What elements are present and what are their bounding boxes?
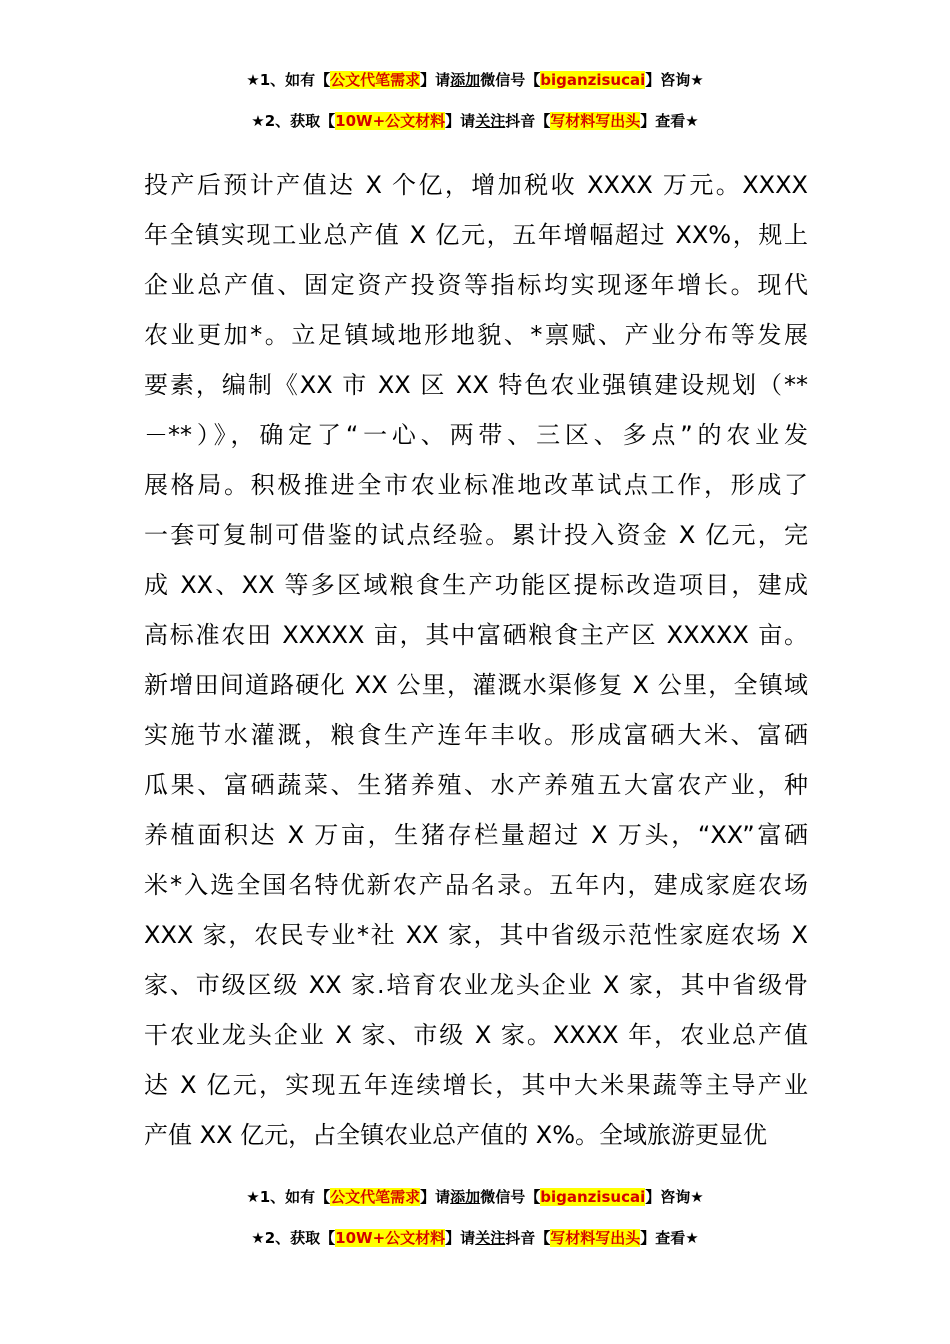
- body-line: 高标准农田 XXXXX 亩，其中富硒粮食主产区 XXXXX 亩。: [144, 621, 808, 649]
- banner-text: 】查看: [640, 112, 686, 130]
- header-banner-line-1: [0, 70, 950, 90]
- star-icon: ★: [685, 112, 699, 130]
- star-icon: ★: [246, 71, 260, 89]
- banner-text: 抖音【: [505, 1229, 551, 1247]
- banner-text: 微信号【: [480, 71, 541, 89]
- star-icon: ★: [685, 1229, 699, 1247]
- banner-text: 】请: [445, 1229, 476, 1247]
- highlight-douyin-account: 写材料写出头: [550, 1229, 641, 1247]
- body-line: 达 X 亿元，实现五年连续增长，其中大米果蔬等主导产业: [144, 1071, 808, 1099]
- highlight-douyin-account: 写材料写出头: [550, 112, 641, 130]
- highlight-materials: 10W+公文材料: [335, 112, 446, 130]
- body-line: 成 XX、XX 等多区域粮食生产功能区提标改造项目，建成: [144, 571, 808, 599]
- banner-text: 】请: [420, 71, 451, 89]
- banner-text: 微信号【: [480, 1188, 541, 1206]
- body-line: 新增田间道路硬化 XX 公里，灌溉水渠修复 X 公里，全镇域: [144, 671, 808, 699]
- highlight-materials: 10W+公文材料: [335, 1229, 446, 1247]
- body-line: －**）》，确定了“一心、两带、三区、多点”的农业发: [144, 421, 808, 449]
- highlight-service: 公文代笔需求: [330, 1188, 421, 1206]
- banner-text: 2、获取【: [264, 112, 336, 130]
- star-icon: ★: [251, 1229, 265, 1247]
- banner-text: 抖音【: [505, 112, 551, 130]
- star-icon: ★: [246, 1188, 260, 1206]
- banner-text: 1、如有【: [259, 71, 331, 89]
- star-icon: ★: [251, 112, 265, 130]
- banner-text: 1、如有【: [259, 1188, 331, 1206]
- underlined-text: 关注: [475, 1229, 506, 1247]
- banner-text: 】咨询: [645, 71, 691, 89]
- highlight-wechat-id: biganzisucai: [540, 1188, 646, 1206]
- star-icon: ★: [690, 71, 704, 89]
- star-icon: ★: [690, 1188, 704, 1206]
- body-line: 一套可复制可借鉴的试点经验。累计投入资金 X 亿元，完: [144, 521, 808, 549]
- banner-text: 】查看: [640, 1229, 686, 1247]
- banner-text: 】请: [445, 112, 476, 130]
- body-line: 养植面积达 X 万亩，生猪存栏量超过 X 万头，“XX”富硒: [144, 821, 808, 849]
- footer-banner-line-1: [0, 1187, 950, 1207]
- body-line: 实施节水灌溉，粮食生产连年丰收。形成富硒大米、富硒: [144, 721, 808, 749]
- banner-text: 】请: [420, 1188, 451, 1206]
- body-line: 要素，编制《XX 市 XX 区 XX 特色农业强镇建设规划（**: [144, 371, 808, 399]
- body-line: 家、市级区级 XX 家.培育农业龙头企业 X 家，其中省级骨: [144, 971, 808, 999]
- underlined-text: 关注: [475, 112, 506, 130]
- document-body: [144, 160, 808, 1160]
- body-line: 展格局。积极推进全市农业标准地改革试点工作，形成了: [144, 471, 808, 499]
- body-line: 企业总产值、固定资产投资等指标均实现逐年增长。现代: [144, 271, 808, 299]
- underlined-text: 添加: [450, 71, 481, 89]
- body-line: 农业更加*。立足镇域地形地貌、*禀赋、产业分布等发展: [144, 321, 808, 349]
- highlight-service: 公文代笔需求: [330, 71, 421, 89]
- body-line: 干农业龙头企业 X 家、市级 X 家。XXXX 年，农业总产值: [144, 1021, 808, 1049]
- header-banner-line-2: [0, 111, 950, 131]
- body-line: XXX 家，农民专业*社 XX 家，其中省级示范性家庭农场 X: [144, 921, 808, 949]
- banner-text: 】咨询: [645, 1188, 691, 1206]
- underlined-text: 添加: [450, 1188, 481, 1206]
- body-line: 米*入选全国名特优新农产品名录。五年内，建成家庭农场: [144, 871, 808, 899]
- body-line: 投产后预计产值达 X 个亿，增加税收 XXXX 万元。XXXX: [144, 171, 808, 199]
- body-line: 年全镇实现工业总产值 X 亿元，五年增幅超过 XX%，规上: [144, 221, 808, 249]
- body-line: 瓜果、富硒蔬菜、生猪养殖、水产养殖五大富农产业，种: [144, 771, 808, 799]
- body-line: 产值 XX 亿元，占全镇农业总产值的 X%。全域旅游更显优: [144, 1121, 768, 1149]
- footer-banner-line-2: [0, 1228, 950, 1248]
- highlight-wechat-id: biganzisucai: [540, 71, 646, 89]
- banner-text: 2、获取【: [264, 1229, 336, 1247]
